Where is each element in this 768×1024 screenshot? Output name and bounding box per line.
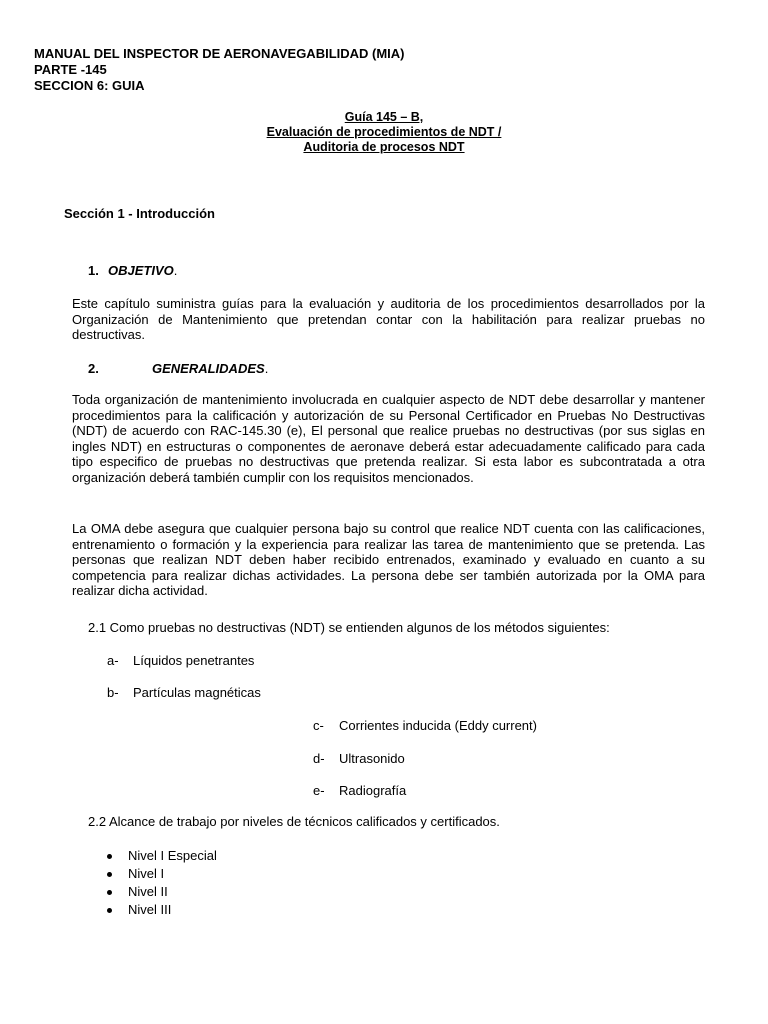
- objective-paragraph: [72, 296, 705, 343]
- method-letter: a-: [107, 653, 119, 668]
- subsection-2-1: 2.1 Como pruebas no destructivas (NDT) se entienden algunos de los métodos siguientes:: [88, 620, 610, 635]
- objective-title: OBJETIVO: [108, 263, 174, 278]
- method-letter: c-: [313, 718, 324, 733]
- header-section: SECCION 6: GUIA: [34, 78, 145, 93]
- method-item-a: [107, 653, 254, 669]
- guide-title-line-1: Guía 145 – B,: [344, 110, 424, 124]
- subsection-2-2: 2.2 Alcance de trabajo por niveles de técnicos calificados y certificados.: [88, 814, 500, 829]
- method-item-c: [313, 718, 537, 734]
- guide-title-line-3: Auditoria de procesos NDT: [303, 140, 465, 154]
- objective-text: Este capítulo suministra guías para la evaluación y auditoria de los procedimientos desarrollados por la Organización de Mantenimiento que pretendan contar con la habilitación para realizar pruebas no destructivas.: [72, 296, 705, 342]
- level-item: Nivel III: [104, 901, 217, 919]
- general-title: GENERALIDADES: [152, 361, 265, 376]
- general-paragraph-2: [72, 521, 705, 599]
- guide-title-line-2: Evaluación de procedimientos de NDT /: [266, 125, 502, 139]
- level-item: Nivel I: [104, 865, 217, 883]
- method-label: Corrientes inducida (Eddy current): [339, 718, 537, 733]
- objective-heading: [88, 263, 177, 279]
- header-part: PARTE -145: [34, 62, 107, 77]
- method-label: Ultrasonido: [339, 751, 405, 766]
- method-letter: e-: [313, 783, 325, 798]
- method-letter: d-: [313, 751, 325, 766]
- general-heading: [88, 361, 268, 377]
- objective-number: 1.: [88, 263, 99, 278]
- method-letter: b-: [107, 685, 119, 700]
- method-label: Partículas magnéticas: [133, 685, 261, 700]
- general-paragraph-1: [72, 392, 705, 485]
- method-label: Líquidos penetrantes: [133, 653, 255, 668]
- section-title: Sección 1 - Introducción: [64, 206, 215, 221]
- levels-list: [104, 847, 217, 919]
- general-number: 2.: [88, 361, 99, 376]
- method-item-b: [107, 685, 261, 701]
- header-manual-title: MANUAL DEL INSPECTOR DE AERONAVEGABILIDAD (MIA): [34, 46, 405, 61]
- general-text-2: La OMA debe asegura que cualquier persona bajo su control que realice NDT cuenta con las calificaciones, entrenamiento o formación y la experiencia para realizar las tarea de mantenimiento que se pretenda. Las personas que realizan NDT deben haber recibido entrenados, examinado y evaluado en cuanto a su competencia para realizar dichas actividades. La persona debe ser también autorizada por la OMA para realizar dicha actividad.: [72, 521, 705, 598]
- level-item: Nivel II: [104, 883, 217, 901]
- method-item-d: [313, 751, 405, 767]
- guide-title: [0, 110, 768, 155]
- general-suffix: .: [264, 361, 269, 376]
- general-text-1: Toda organización de mantenimiento involucrada en cualquier aspecto de NDT debe desarrollar y mantener procedimientos para la calificación y autorización de su Personal Certificador en Pruebas No Destructivas (NDT) de acuerdo con RAC-145.30 (e), El personal que realice pruebas no destructivas (por sus siglas en ingles NDT) en estructuras o componentes de aeronave deberá estar adecuadamente calificado para cada tipo especifico de pruebas no destructivas que pretenda realizar. Si esta labor es subcontratada a otra organización deberá también cumplir con los requisitos mencionados.: [72, 392, 705, 485]
- method-label: Radiografía: [339, 783, 407, 798]
- level-item: Nivel I Especial: [104, 847, 217, 865]
- document-header: [34, 46, 405, 94]
- objective-suffix: .: [173, 263, 178, 278]
- method-item-e: [313, 783, 406, 799]
